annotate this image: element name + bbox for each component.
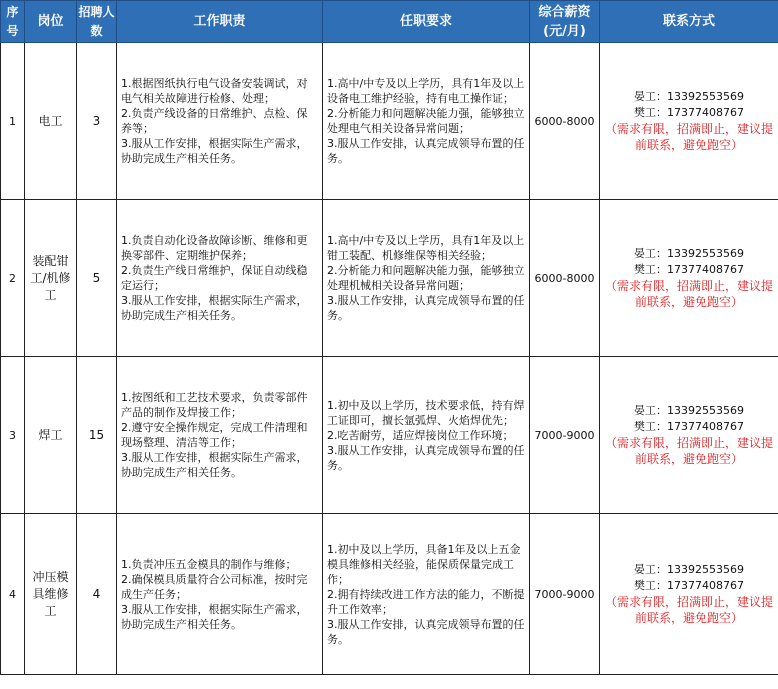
requirement-line: 1.高中/中专及以上学历，具有1年及以上设备电工维护经验，持有电工操作证； (327, 77, 525, 105)
cell-requirements (323, 357, 530, 514)
header-count: 招聘人数 (77, 1, 117, 43)
cell-duties (117, 200, 323, 357)
header-duties: 工作职责 (117, 1, 323, 43)
cell-count: 15 (77, 357, 117, 514)
cell-position: 冲压模具维修工 (25, 514, 77, 675)
cell-salary: 6000-8000 (530, 43, 600, 200)
duty-line: 3.服从工作安排，根据实际生产需求，协助完成生产相关任务。 (121, 451, 308, 479)
header-row (1, 1, 778, 43)
contact-line: 樊工：17377408767 (634, 263, 744, 276)
cell-seq: 3 (1, 357, 25, 514)
duty-line: 1.按图纸和工艺技术要求，负责零部件产品的制作及焊接工作； (121, 391, 308, 419)
contact-line: 晏工：13392553569 (634, 90, 744, 103)
contact-line: 樊工：17377408767 (634, 579, 744, 592)
table-row (1, 357, 778, 514)
cell-position: 电工 (25, 43, 77, 200)
cell-contact (600, 200, 778, 357)
contact-line: 晏工：13392553569 (634, 247, 744, 260)
contact-line: 樊工：17377408767 (634, 106, 744, 119)
header-seq: 序号 (1, 1, 25, 43)
header-requirements: 任职要求 (323, 1, 530, 43)
duty-line: 1.负责冲压五金模具的制作与维修； (121, 557, 297, 571)
table-row (1, 43, 778, 200)
requirement-line: 3.服从工作安排，认真完成领导布置的任务。 (327, 443, 525, 472)
cell-salary: 6000-8000 (530, 200, 600, 357)
contact-note: （需求有限，招满即止，建议提前联系，避免跑空） (604, 436, 773, 466)
cell-position: 焊工 (25, 357, 77, 514)
contact-line: 晏工：13392553569 (634, 404, 744, 417)
cell-seq: 2 (1, 200, 25, 357)
requirement-line: 1.初中及以上学历，技术要求低，持有焊工证即可，擅长氩弧焊、火焰焊优先； (327, 398, 525, 427)
cell-contact (600, 357, 778, 514)
cell-seq: 1 (1, 43, 25, 200)
cell-duties (117, 357, 323, 514)
table-row (1, 200, 778, 357)
requirement-line: 3.服从工作安排，认真完成领导布置的任务。 (327, 294, 525, 322)
cell-duties (117, 43, 323, 200)
duty-line: 2.遵守安全操作规定，完成工件清理和现场整理、清洁等工作； (121, 421, 308, 449)
cell-contact (600, 43, 778, 200)
cell-count: 4 (77, 514, 117, 675)
header-position: 岗位 (25, 1, 77, 43)
duty-line: 2.负责生产线日常维护，保证自动线稳定运行； (121, 264, 308, 292)
cell-duties (117, 514, 323, 675)
contact-note: （需求有限，招满即止，建议提前联系，避免跑空） (604, 279, 773, 309)
requirement-line: 1.高中/中专及以上学历，具有1年及以上钳工装配、机修维保等相关经验； (327, 234, 525, 262)
cell-position: 装配钳工/机修工 (25, 200, 77, 357)
duty-line: 1.根据图纸执行电气设备安装调试，对电气相关故障进行检修、处理； (121, 77, 308, 105)
requirement-line: 3.服从工作安排，认真完成领导布置的任务。 (327, 137, 525, 165)
duty-line: 2.确保模具质量符合公司标准，按时完成生产任务； (121, 572, 308, 601)
cell-requirements (323, 514, 530, 675)
cell-salary: 7000-9000 (530, 357, 600, 514)
requirement-line: 2.拥有持续改进工作方法的能力，不断提升工作效率； (327, 587, 525, 616)
cell-count: 3 (77, 43, 117, 200)
duty-line: 3.服从工作安排，根据实际生产需求，协助完成生产相关任务。 (121, 294, 308, 322)
cell-count: 5 (77, 200, 117, 357)
cell-requirements (323, 200, 530, 357)
duty-line: 3.服从工作安排，根据实际生产需求，协助完成生产相关任务。 (121, 602, 308, 631)
duty-line: 3.服从工作安排，根据实际生产需求，协助完成生产相关任务。 (121, 137, 308, 165)
header-salary: 综合薪资(元/月) (530, 1, 600, 43)
contact-note: （需求有限，招满即止，建议提前联系，避免跑空） (604, 595, 773, 625)
duty-line: 1.负责自动化设备故障诊断、维修和更换零部件、定期维护保养； (121, 234, 308, 262)
requirement-line: 2.分析能力和问题解决能力强，能够独立处理机械相关设备异常问题； (327, 264, 525, 292)
contact-line: 樊工：17377408767 (634, 420, 744, 433)
contact-note: （需求有限，招满即止，建议提前联系，避免跑空） (604, 122, 773, 152)
cell-requirements (323, 43, 530, 200)
requirement-line: 1.初中及以上学历，具备1年及以上五金模具维修相关经验，能保质保量完成工作； (327, 542, 521, 586)
requirement-line: 2.吃苦耐劳，适应焊接岗位工作环境； (327, 428, 514, 442)
cell-salary: 7000-9000 (530, 514, 600, 675)
requirement-line: 2.分析能力和问题解决能力强，能够独立处理电气相关设备异常问题； (327, 107, 525, 135)
duty-line: 2.负责产线设备的日常维护、点检、保养等； (121, 107, 308, 135)
contact-line: 晏工：13392553569 (634, 563, 744, 576)
cell-contact (600, 514, 778, 675)
requirement-line: 3.服从工作安排，认真完成领导布置的任务。 (327, 617, 525, 646)
header-contact: 联系方式 (600, 1, 778, 43)
table-row (1, 514, 778, 675)
cell-seq: 4 (1, 514, 25, 675)
